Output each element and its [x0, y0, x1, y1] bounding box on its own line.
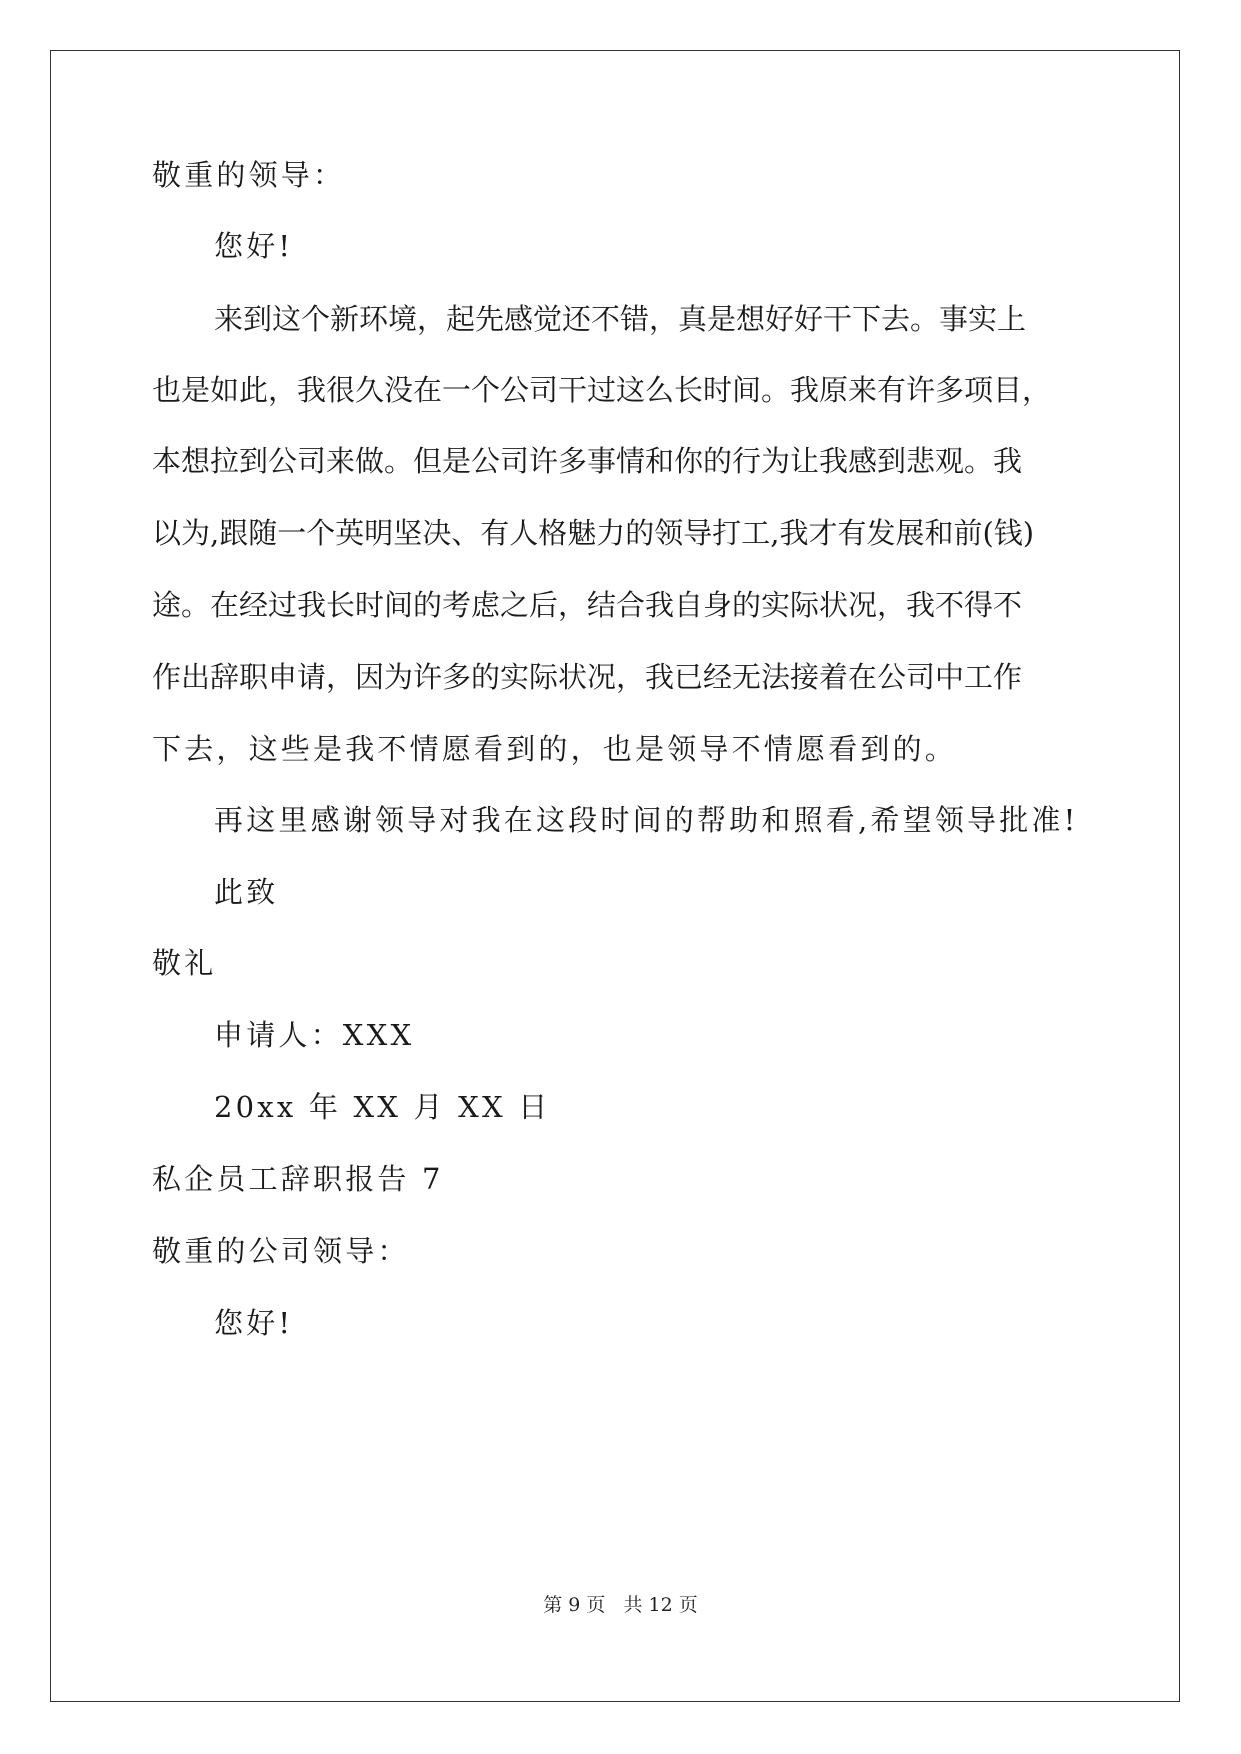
page-footer: [0, 1593, 1241, 1617]
body-line-4: 以为,跟随一个英明坚决、有人格魅力的领导打工,我才有发展和前(钱): [152, 516, 1035, 550]
page-number: 第 9 页: [543, 1594, 606, 1616]
closing-jing-li: 敬礼: [152, 946, 217, 980]
body-line-2: 也是如此，我很久没在一个公司干过这么长时间。我原来有许多项目，: [152, 373, 1052, 407]
salutation: 敬重的领导：: [152, 158, 346, 192]
date-line: 20xx 年 XX 月 XX 日: [214, 1090, 551, 1124]
body-line-5: 途。在经过我长时间的考虑之后，结合我自身的实际状况，我不得不: [152, 588, 1023, 622]
section-title: 私企员工辞职报告 7: [152, 1162, 444, 1196]
greeting-2: 您好!: [214, 1306, 294, 1340]
body-line-1: 来到这个新环境，起先感觉还不错，真是想好好干下去。事实上: [214, 302, 1027, 336]
salutation-2: 敬重的公司领导：: [152, 1234, 410, 1268]
body-line-3: 本想拉到公司来做。但是公司许多事情和你的行为让我感到悲观。我: [152, 444, 1023, 478]
thanks-line: 再这里感谢领导对我在这段时间的帮助和照看,希望领导批准!: [214, 803, 1079, 837]
applicant-line: 申请人：XXX: [214, 1018, 415, 1052]
body-line-6: 作出辞职申请，因为许多的实际状况，我已经无法接着在公司中工作: [152, 660, 1023, 694]
body-line-7: 下去，这些是我不情愿看到的，也是领导不情愿看到的。: [152, 732, 958, 766]
greeting: 您好!: [214, 229, 294, 263]
page-total: 共 12 页: [623, 1594, 698, 1616]
closing-ci-zhi: 此致: [214, 875, 279, 909]
